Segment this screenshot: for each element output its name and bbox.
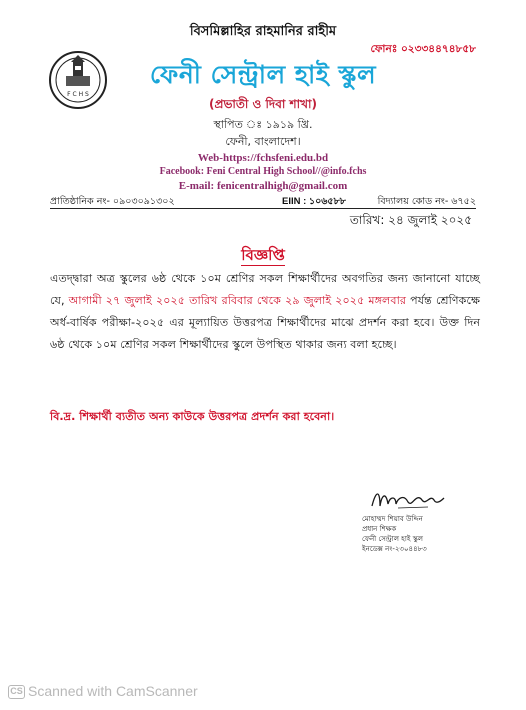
bismillah-text: বিসমিল্লাহির রাহমানির রাহীম (189, 24, 337, 39)
signatory-title: প্রধান শিক্ষক (362, 525, 397, 533)
warning-note: বি.দ্র. শিক্ষার্থী ব্যতীত অন্য কাউকে উত্তরপত্র প্রদর্শন করা হবেনা। (50, 410, 335, 423)
scanner-watermark (8, 683, 198, 699)
website-link[interactable]: Web-https://fchsfeni.edu.bd (197, 152, 329, 164)
body-text-intro: এতদ্দ্বারা অত্র স্কুলের ৬ষ্ঠ থেকে ১০ম শ্রেণির সকল শিক্ষার্থীদের অবগতির জন্য জানানো যাচ্ছে যে, (50, 272, 480, 307)
notice-heading (0, 244, 526, 269)
eiin-number: EIIN : ১০৬৫৮৮ (282, 196, 346, 207)
identifier-row (50, 195, 476, 209)
signatory-school: ফেনী সেন্ট্রাল হাই স্কুল (362, 535, 424, 543)
branch-text: (প্রভাতী ও দিবা শাখা) (209, 97, 317, 111)
notice-title: বিজ্ঞপ্তি (241, 246, 285, 264)
scanner-text: Scanned with CamScanner (28, 683, 198, 699)
school-name: ফেনী সেন্ট্রাল হাই স্কুল (149, 60, 377, 89)
school-code: বিদ্যালয় কোড নং- ৬৭৫২ (377, 196, 476, 207)
established-text: স্থাপিত ঃ ১৯১৯ খ্রি. (213, 118, 313, 131)
email-link[interactable]: E-mail: fenicentralhigh@gmail.com (178, 180, 348, 192)
camscanner-icon: CS (8, 685, 25, 699)
signatory-block (362, 514, 472, 554)
phone-number: ফোনঃ ০২৩৩৪৪৭৪৮৫৮ (370, 43, 476, 55)
notice-body (50, 268, 480, 356)
institution-number: প্রাতিষ্ঠানিক নং- ০৯০৩০৯১৩০২ (50, 196, 175, 207)
notice-date: তারিখ: ২৪ জুলাই ২০২৫ (349, 213, 472, 227)
logo-text: F C H S (67, 91, 89, 98)
location-text: ফেনী, বাংলাদেশ। (225, 135, 301, 148)
body-text-details: পর্যন্ত শ্রেণিকক্ষে অর্ধ-বার্ষিক পরীক্ষা-২০২৫ এর মূল্যায়িত উত্তরপত্র শিক্ষার্থীদের মাঝে প্রদর্শন করা হবে। উক্ত দিন ৬ষ্ঠ থেকে ১০ম শ্রেণির সকল শিক্ষার্থীদের স্কুলে উপস্থিত থাকার জন্য বলা হচ্ছে। (50, 294, 481, 351)
signatory-name: মোহাম্মদ শিয়াব উদ্দিন (362, 515, 423, 523)
signatory-index: ইনডেক্স নং-২৩০৪৪৮৩ (362, 545, 427, 553)
body-text-dates: আগামী ২৭ জুলাই ২০২৫ তারিখ রবিবার থেকে ২৯ জুলাই ২০২৫ মঙ্গলবার (68, 294, 407, 307)
facebook-link[interactable]: Facebook: Feni Central High School//@info.fchs (159, 166, 367, 177)
signature (368, 484, 448, 514)
